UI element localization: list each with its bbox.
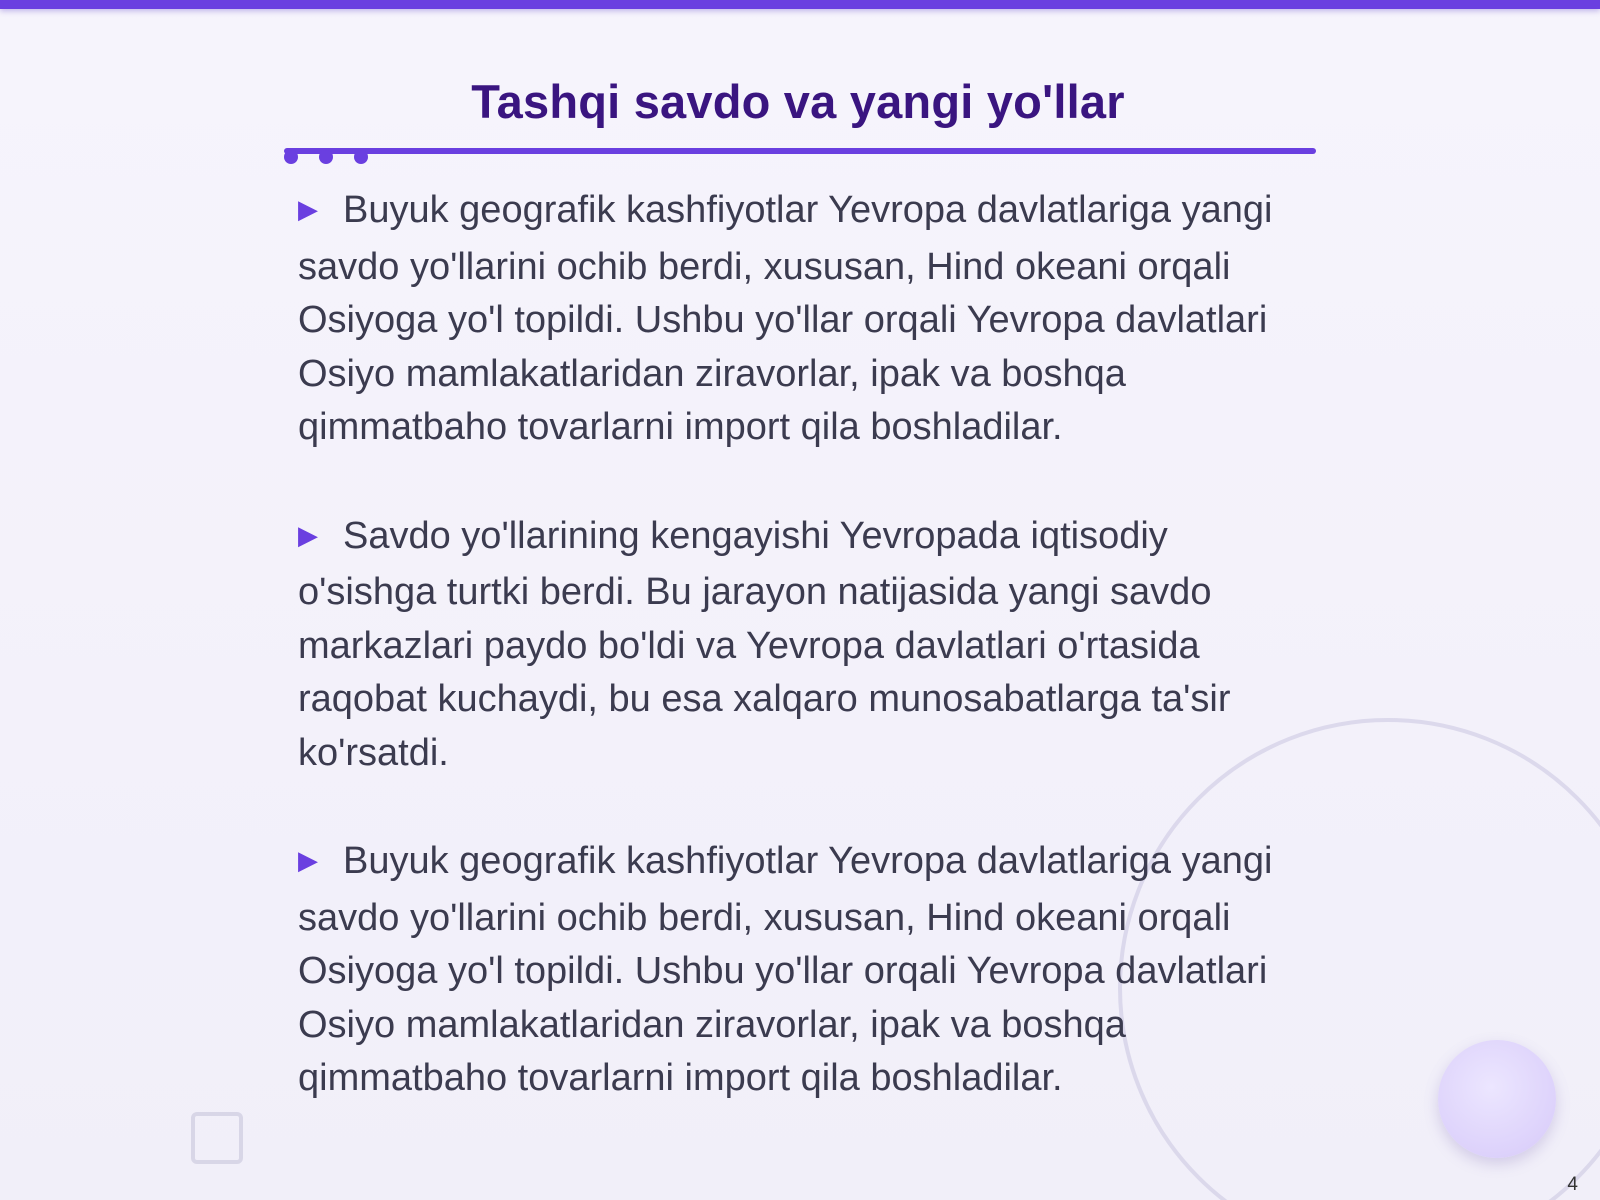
underline-dot xyxy=(284,150,298,164)
bullet-list xyxy=(298,184,1303,1161)
underline-dot xyxy=(319,150,333,164)
decorative-square xyxy=(191,1112,243,1164)
title-underline xyxy=(284,148,1316,154)
paragraph-text: Buyuk geografik kashfiyotlar Yevropa davlatlariga yangi savdo yo'llarini ochib berdi, xususan, Hind okeani orqali Osiyoga yo'l topildi. Ushbu yo'llar orqali Yevropa davlatlari Osiyo mamlakatlaridan ziravorlar, ipak va boshqa qimmatbaho tovarlarni import qila boshladilar. xyxy=(298,189,1273,448)
paragraph-text: Savdo yo'llarining kengayishi Yevropada iqtisodiy o'sishga turtki berdi. Bu jarayon natijasida yangi savdo markazlari paydo bo'ldi va Yevropa davlatlari o'rtasida raqobat kuchaydi, bu esa xalqaro munosabatlarga ta'sir ko'rsatdi. xyxy=(298,514,1231,774)
bullet-paragraph xyxy=(298,510,1303,781)
triangle-bullet-icon: ▶ xyxy=(298,845,318,875)
triangle-bullet-icon: ▶ xyxy=(298,194,318,224)
triangle-bullet-icon: ▶ xyxy=(298,519,318,550)
decorative-orb xyxy=(1438,1040,1556,1158)
paragraph-text: Buyuk geografik kashfiyotlar Yevropa davlatlariga yangi savdo yo'llarini ochib berdi, xususan, Hind okeani orqali Osiyoga yo'l topildi. Ushbu yo'llar orqali Yevropa davlatlari Osiyo mamlakatlaridan ziravorlar, ipak va boshqa qimmatbaho tovarlarni import qila boshladilar. xyxy=(298,840,1273,1099)
underline-dot xyxy=(354,150,368,164)
top-accent-bar xyxy=(0,0,1600,9)
slide-title: Tashqi savdo va yangi yo'llar xyxy=(471,75,1125,128)
page-number: 4 xyxy=(1567,1174,1578,1195)
bullet-paragraph xyxy=(298,184,1303,455)
bullet-paragraph xyxy=(298,835,1303,1106)
